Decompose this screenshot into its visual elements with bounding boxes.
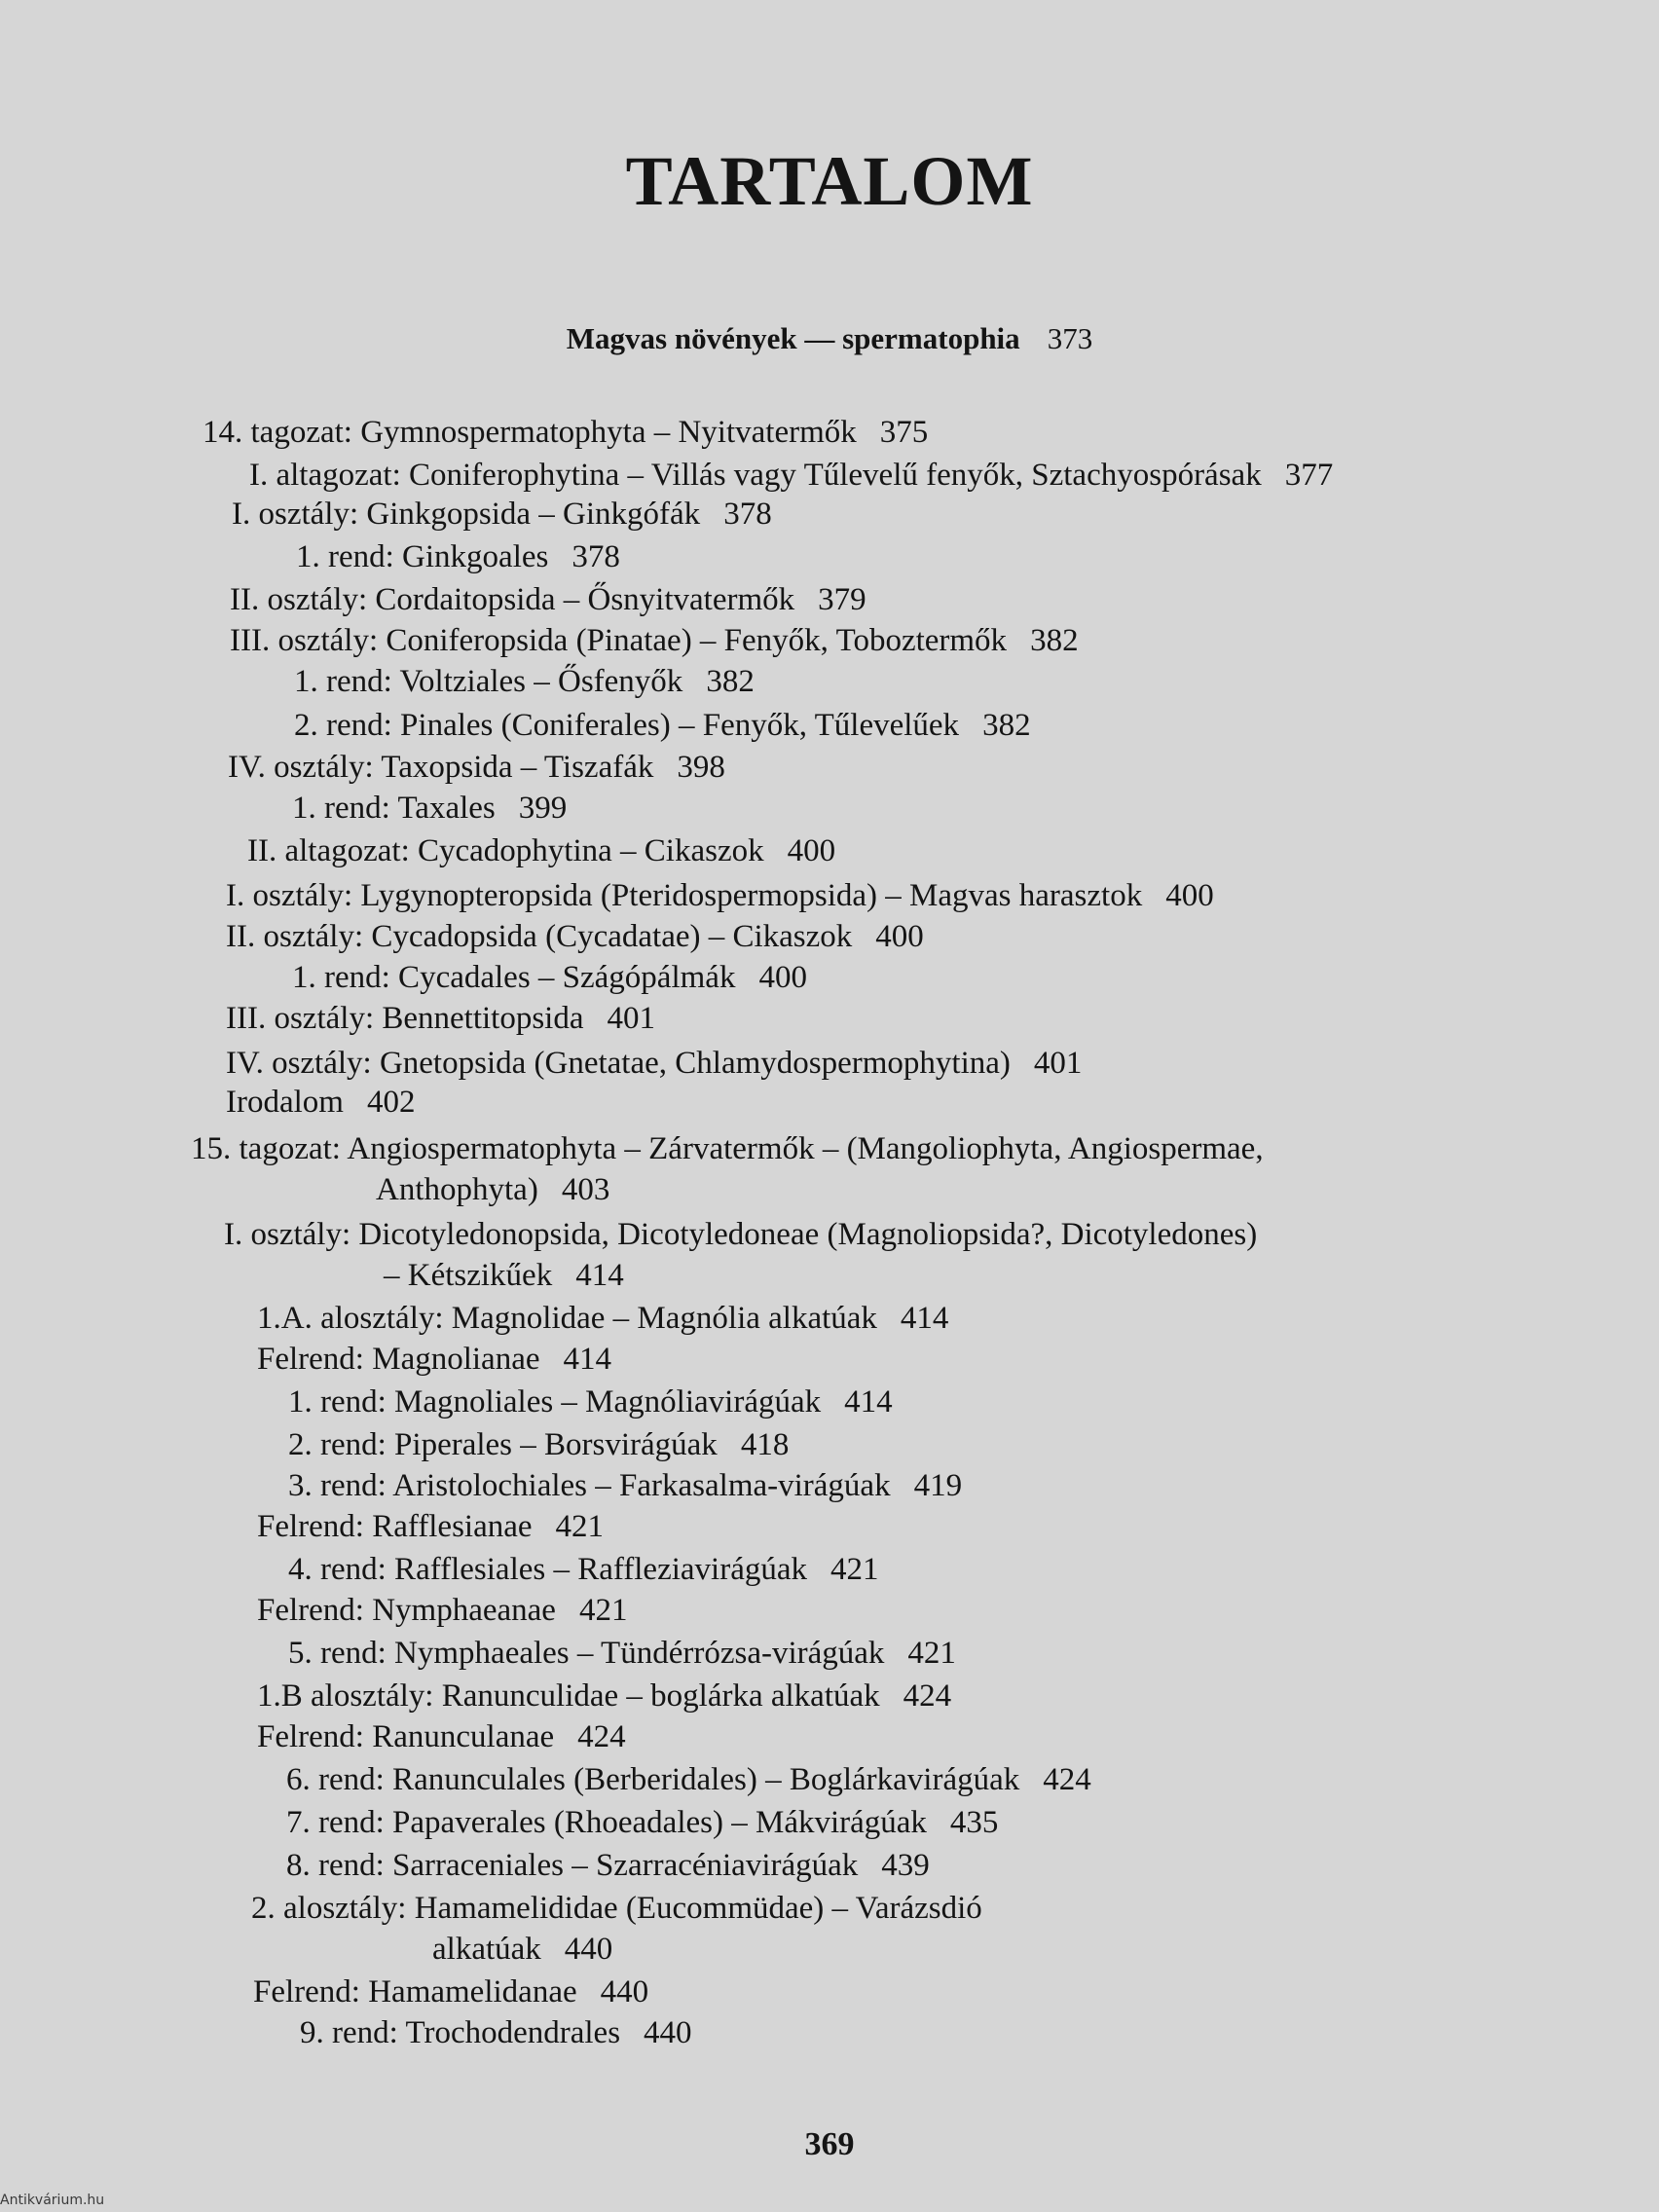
toc-entry-page: 418 <box>740 1427 790 1462</box>
toc-entry-text: 6. rend: Ranunculales (Berberidales) – Boglárkavirágúak <box>286 1762 1020 1797</box>
toc-entry-text: 2. rend: Pinales (Coniferales) – Fenyők, Tűlevelűek <box>294 708 960 743</box>
toc-entry-page: 440 <box>564 1932 613 1967</box>
toc-entry-page: 419 <box>913 1468 963 1503</box>
toc-entry <box>286 1846 930 1885</box>
toc-entry-text: I. osztály: Ginkgopsida – Ginkgófák <box>232 497 701 532</box>
toc-entry <box>288 1550 879 1589</box>
toc-entry-text: I. osztály: Dicotyledonopsida, Dicotyledoneae (Magnoliopsida?, Dicotyledones) <box>224 1217 1258 1252</box>
toc-entry-page: 421 <box>578 1593 628 1628</box>
toc-entry-text: Irodalom <box>226 1085 344 1120</box>
toc-entry-page: 400 <box>1165 878 1214 913</box>
toc-entry-text: 14. tagozat: Gymnospermatophyta – Nyitvatermők <box>203 415 857 450</box>
toc-entry-text: 2. alosztály: Hamamelididae (Eucommüdae) – Varázsdió <box>251 1891 982 1926</box>
toc-entry-text: – Kétszikűek <box>384 1258 553 1293</box>
toc-entry-text: Felrend: Ranunculanae <box>257 1719 555 1754</box>
toc-entry <box>292 958 807 997</box>
toc-entry-page: 414 <box>844 1384 893 1419</box>
toc-entry <box>257 1507 604 1546</box>
toc-entry <box>251 1889 1006 1928</box>
toc-entry-page: 382 <box>1030 623 1079 658</box>
toc-entry-text: 1. rend: Cycadales – Szágópálmák <box>292 960 736 995</box>
toc-entry-text: II. osztály: Cycadopsida (Cycadatae) – Cikaszok <box>226 919 853 954</box>
toc-entry-text: 2. rend: Piperales – Borsvirágúak <box>288 1427 718 1462</box>
toc-entry-text: III. osztály: Bennettitopsida <box>226 1001 584 1036</box>
toc-entry-text: Felrend: Nymphaeanae <box>257 1593 556 1628</box>
toc-entry-page: 401 <box>1033 1046 1083 1081</box>
toc-entry <box>257 1299 948 1338</box>
toc-entry-page: 401 <box>607 1001 655 1036</box>
toc-entry-page: 377 <box>1284 458 1334 493</box>
toc-entry <box>230 621 1079 660</box>
toc-entry-text: IV. osztály: Taxopsida – Tiszafák <box>228 750 654 785</box>
toc-entry <box>257 1340 611 1379</box>
toc-entry-text: 15. tagozat: Angiospermatophyta – Zárvatermők – (Mangoliophyta, Angiospermae, <box>191 1131 1264 1166</box>
toc-entry-page: 414 <box>900 1301 949 1336</box>
toc-entry <box>432 1930 612 1969</box>
toc-entry <box>224 1215 1280 1254</box>
toc-entry <box>253 1972 648 2011</box>
toc-entry <box>226 917 924 956</box>
toc-entry-text: 3. rend: Aristolochiales – Farkasalma-virágúak <box>288 1468 891 1503</box>
toc-entry-text: 4. rend: Rafflesiales – Raffleziavirágúak <box>288 1552 807 1587</box>
toc-entry-text: 1. rend: Ginkgoales <box>296 539 549 574</box>
section-page-number: 373 <box>1047 321 1093 355</box>
toc-entry-text: III. osztály: Coniferopsida (Pinatae) – Fenyők, Toboztermők <box>230 623 1008 658</box>
toc-entry-text: alkatúak <box>432 1932 541 1967</box>
toc-entry-page: 402 <box>366 1085 416 1120</box>
toc-entry-page: 382 <box>982 708 1031 743</box>
page-number: 369 <box>804 2126 855 2162</box>
toc-entry <box>288 1634 956 1673</box>
toc-entry-text: Felrend: Hamamelidanae <box>253 1974 577 2009</box>
section-label: Magvas növények — spermatophia <box>566 321 1020 355</box>
toc-entry <box>288 1425 789 1464</box>
toc-entry-text: 1. rend: Voltziales – Ősfenyők <box>294 664 683 699</box>
toc-entry <box>292 789 567 828</box>
toc-entry-text: II. osztály: Cordaitopsida – Ősnyitvatermők <box>230 582 795 617</box>
toc-entry-page: 421 <box>907 1636 956 1671</box>
toc-entry <box>247 831 835 870</box>
toc-entry <box>232 495 772 534</box>
toc-entry-text: Anthophyta) <box>376 1172 538 1207</box>
toc-entry-page: 399 <box>518 791 568 826</box>
toc-entry <box>230 580 866 619</box>
toc-entry-page: 378 <box>723 497 772 532</box>
toc-entry-page: 421 <box>555 1509 605 1544</box>
toc-entry-text: 9. rend: Trochodendrales <box>300 2015 621 2050</box>
toc-entry-page: 439 <box>881 1848 930 1883</box>
toc-entry-page: 382 <box>706 664 755 699</box>
toc-entry-page: 398 <box>677 750 725 785</box>
toc-entry-text: Felrend: Rafflesianae <box>257 1509 533 1544</box>
toc-entry-text: IV. osztály: Gnetopsida (Gnetatae, Chlamydospermophytina) <box>226 1046 1011 1081</box>
toc-entry-text: I. altagozat: Coniferophytina – Villás vagy Tűlevelű fenyők, Sztachyospórásak <box>249 458 1262 493</box>
toc-entry-page: 400 <box>787 833 836 868</box>
toc-entry <box>228 748 725 787</box>
toc-entry-page: 435 <box>949 1805 999 1840</box>
toc-entry <box>257 1591 627 1630</box>
toc-entry <box>288 1466 962 1505</box>
toc-entry-page: 414 <box>563 1342 611 1377</box>
toc-entry-page: 400 <box>758 960 807 995</box>
toc-entry-text: 5. rend: Nymphaeales – Tündérrózsa-virágúak <box>288 1636 885 1671</box>
toc-entry-text: 8. rend: Sarraceniales – Szarracéniavirágúak <box>286 1848 859 1883</box>
toc-entry <box>257 1717 626 1756</box>
toc-entry-text: 1. rend: Magnoliales – Magnóliavirágúak <box>288 1384 822 1419</box>
toc-entry-page: 440 <box>644 2015 692 2050</box>
toc-entry <box>294 706 1031 745</box>
toc-entry <box>286 1760 1091 1799</box>
toc-entry-page: 403 <box>561 1172 610 1207</box>
toc-entry <box>296 537 620 576</box>
toc-entry <box>257 1677 951 1715</box>
toc-entry-page: 379 <box>818 582 866 617</box>
toc-entry-page: 378 <box>571 539 620 574</box>
toc-entry <box>376 1170 609 1209</box>
toc-entry <box>288 1382 893 1421</box>
toc-entry <box>191 1129 1287 1168</box>
toc-entry <box>294 662 755 701</box>
toc-entry-text: 1.B alosztály: Ranunculidae – boglárka alkatúak <box>257 1678 880 1714</box>
watermark: Antikvárium.hu <box>0 2193 105 2208</box>
toc-entry-text: 1.A. alosztály: Magnolidae – Magnólia alkatúak <box>257 1301 877 1336</box>
toc-entry-page: 414 <box>575 1258 624 1293</box>
toc-entry <box>226 1044 1082 1083</box>
toc-entry <box>300 2013 692 2052</box>
toc-entry-page: 424 <box>903 1678 952 1714</box>
toc-entry-page: 424 <box>1043 1762 1091 1797</box>
page-title: TARTALOM <box>625 142 1034 220</box>
toc-entry-page: 400 <box>875 919 924 954</box>
toc-entry-page: 424 <box>577 1719 626 1754</box>
toc-entry-text: I. osztály: Lygynopteropsida (Pteridospermopsida) – Magvas harasztok <box>226 878 1143 913</box>
toc-entry <box>226 999 655 1038</box>
toc-entry <box>226 876 1214 915</box>
toc-entry <box>286 1803 998 1842</box>
toc-entry-text: Felrend: Magnolianae <box>257 1342 540 1377</box>
toc-entry <box>226 1083 415 1122</box>
toc-entry-text: 7. rend: Papaverales (Rhoeadales) – Mákvirágúak <box>286 1805 927 1840</box>
toc-entry-page: 375 <box>879 415 929 450</box>
toc-entry-page: 440 <box>600 1974 649 2009</box>
toc-entry-text: 1. rend: Taxales <box>292 791 496 826</box>
toc-entry-page: 421 <box>830 1552 879 1587</box>
toc-entry-text: II. altagozat: Cycadophytina – Cikaszok <box>247 833 764 868</box>
toc-entry <box>384 1256 624 1295</box>
toc-entry <box>203 413 928 452</box>
toc-entry <box>249 456 1333 495</box>
